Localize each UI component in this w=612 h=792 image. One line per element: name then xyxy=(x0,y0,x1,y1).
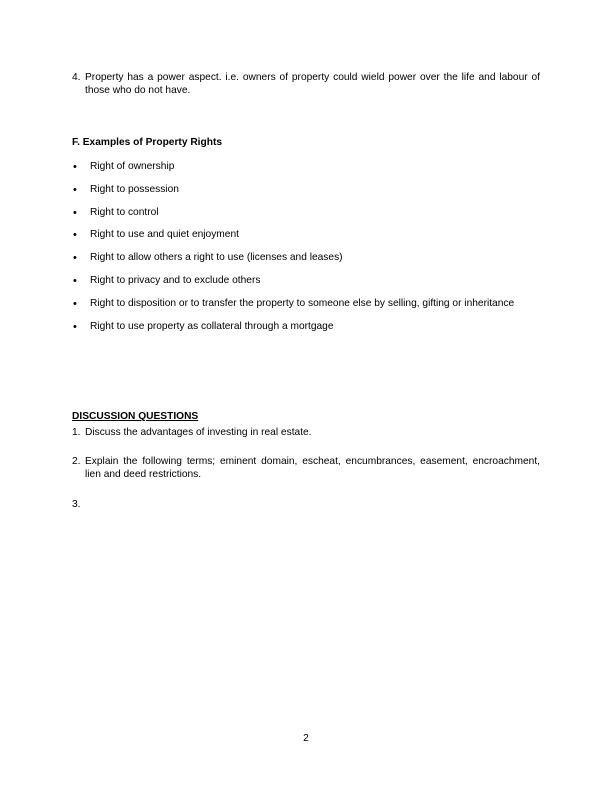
list-item: • Right to allow others a right to use (licenses and leases) xyxy=(72,249,540,267)
list-item: • Right to disposition or to transfer the property to someone else by selling, gifting or inheritance xyxy=(72,295,540,313)
bullet-icon: • xyxy=(73,297,77,310)
list-item: • Right to privacy and to exclude others xyxy=(72,272,540,290)
list-item: • Right to use and quiet enjoyment xyxy=(72,226,540,244)
bullet-icon: • xyxy=(73,229,77,242)
question-item xyxy=(72,426,540,439)
list-item: • Right to control xyxy=(72,204,540,222)
bullet-icon: • xyxy=(73,252,77,265)
power-aspect-point xyxy=(72,71,540,98)
question-number: 1. xyxy=(72,427,81,438)
property-rights-list xyxy=(72,158,540,340)
question-number: 3. xyxy=(72,499,81,510)
page-number: 2 xyxy=(303,733,309,744)
bullet-icon: • xyxy=(73,161,77,173)
bullet-icon: • xyxy=(73,206,77,219)
list-item: • Right of ownership xyxy=(72,158,540,176)
question-text: Explain the following terms; eminent domain, escheat, encumbrances, easement, encroachment, lien and deed restrictions. xyxy=(85,456,540,481)
bullet-icon: • xyxy=(73,274,77,287)
list-item: • Right to use property as collateral through a mortgage xyxy=(72,318,540,336)
point-text: Property has a power aspect. i.e. owners of property could wield power over the life and labour of those who do not have. xyxy=(85,72,540,97)
question-text: Discuss the advantages of investing in real estate. xyxy=(85,427,312,438)
list-item: • Right to possession xyxy=(72,181,540,199)
bullet-icon: • xyxy=(73,320,77,333)
bullet-icon: • xyxy=(73,183,77,196)
question-number: 2. xyxy=(72,456,81,467)
point-number: 4. xyxy=(72,72,81,83)
question-item xyxy=(72,455,540,482)
section-heading: F. Examples of Property Rights xyxy=(72,137,223,148)
discussion-questions-title: DISCUSSION QUESTIONS xyxy=(72,411,199,422)
